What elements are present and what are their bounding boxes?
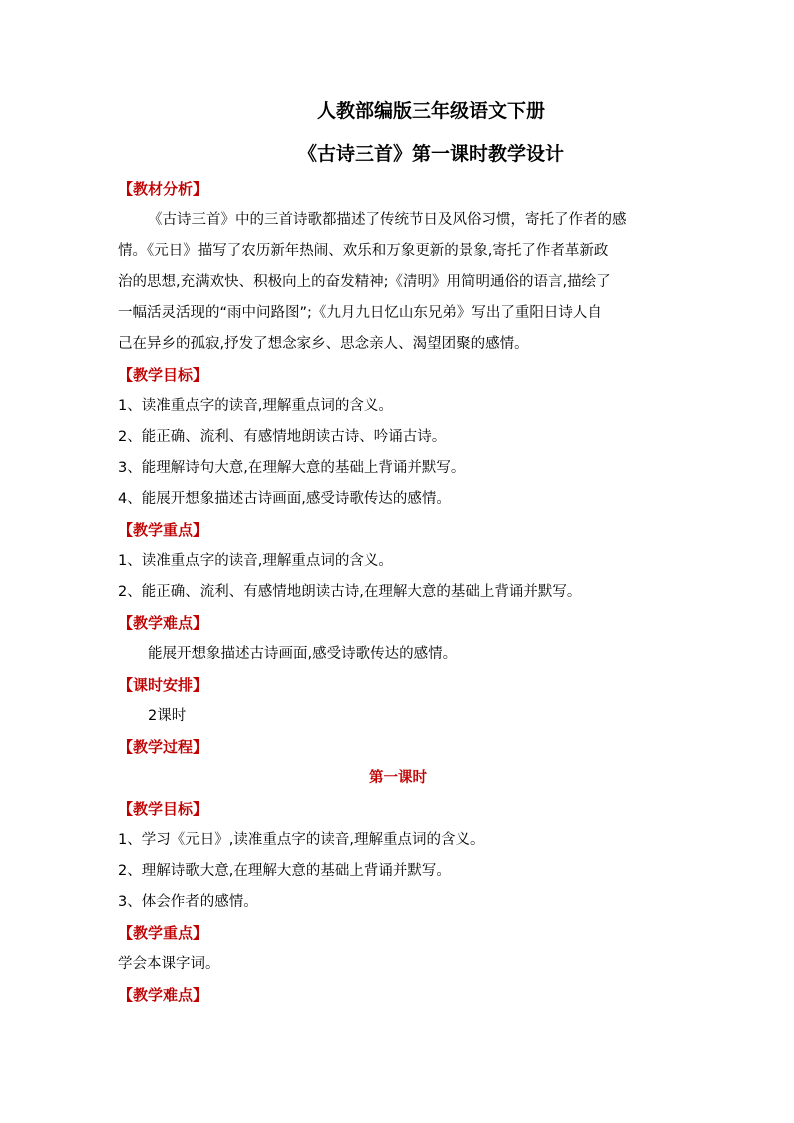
- section-heading-key-points: 【教学重点】: [118, 521, 209, 539]
- analysis-line: 一幅活灵活现的“雨中问路图”;《九月九日忆山东兄弟》写出了重阳日诗人自: [118, 305, 602, 321]
- difficulty-text: 能展开想象描述古诗画面,感受诗歌传达的感情。: [148, 646, 458, 662]
- document-subtitle: 《古诗三首》第一课时教学设计: [297, 143, 564, 165]
- key-point-item: 2、能正确、流利、有感情地朗读古诗,在理解大意的基础上背诵并默写。: [118, 584, 582, 600]
- lesson-goal-item: 2、理解诗歌大意,在理解大意的基础上背诵并默写。: [118, 863, 451, 879]
- lesson-key-heading: 【教学重点】: [118, 924, 209, 942]
- section-heading-analysis: 【教材分析】: [118, 180, 209, 198]
- analysis-line: 情。《元日》描写了农历新年热闹、欢乐和万象更新的景象,寄托了作者革新政: [118, 243, 609, 259]
- document-title: 人教部编版三年级语文下册: [316, 100, 545, 122]
- lesson-goals-heading: 【教学目标】: [118, 800, 209, 818]
- lesson-goal-item: 1、学习《元日》,读准重点字的读音,理解重点词的含义。: [118, 832, 485, 848]
- lesson-key-text: 学会本课字词。: [118, 956, 220, 972]
- goal-item: 4、能展开想象描述古诗画面,感受诗歌传达的感情。: [118, 491, 451, 507]
- section-heading-goals: 【教学目标】: [118, 366, 209, 384]
- goal-item: 3、能理解诗句大意,在理解大意的基础上背诵并默写。: [118, 460, 466, 476]
- key-point-item: 1、读准重点字的读音,理解重点词的含义。: [118, 553, 393, 569]
- lesson-difficulty-heading: 【教学难点】: [118, 986, 209, 1004]
- section-heading-difficulties: 【教学难点】: [118, 614, 209, 632]
- analysis-line: 《古诗三首》中的三首诗歌都描述了传统节日及风俗习惯，寄托了作者的感: [148, 212, 627, 228]
- goal-item: 1、读准重点字的读音,理解重点词的含义。: [118, 398, 393, 414]
- goal-item: 2、能正确、流利、有感情地朗读古诗、吟诵古诗。: [118, 429, 447, 445]
- section-heading-schedule: 【课时安排】: [118, 676, 209, 694]
- analysis-line: 己在异乡的孤寂,抒发了想念家乡、思念亲人、渴望团聚的感情。: [118, 336, 529, 352]
- lesson-goal-item: 3、体会作者的感情。: [118, 894, 258, 910]
- document-body: [118, 174, 678, 1011]
- schedule-text: 2课时: [148, 708, 187, 724]
- lesson-title: 第一课时: [369, 770, 427, 786]
- analysis-line: 治的思想,充满欢快、积极向上的奋发精神;《清明》用简明通俗的语言,描绘了: [118, 274, 611, 290]
- section-heading-process: 【教学过程】: [118, 738, 209, 756]
